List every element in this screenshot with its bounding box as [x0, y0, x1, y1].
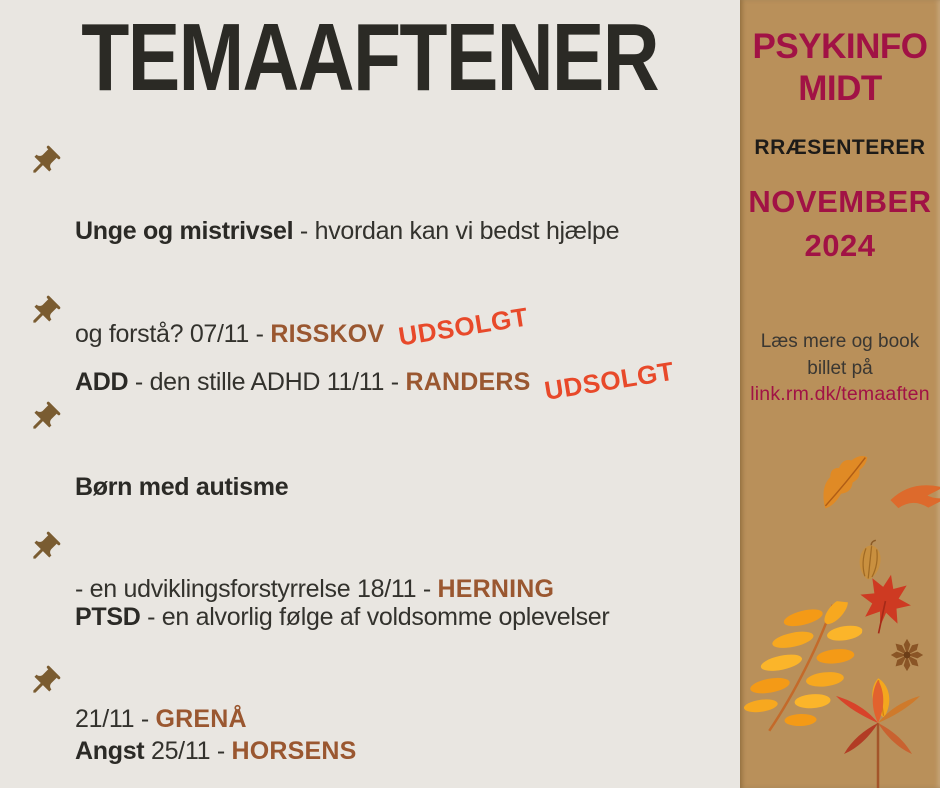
- event-name: PTSD: [75, 603, 141, 631]
- event-name: Børn med autisme: [75, 473, 289, 501]
- event-description: 25/11 -: [144, 737, 232, 765]
- event-description: - en udviklingsforstyrrelse 18/11 -: [75, 575, 438, 603]
- event-text: [75, 666, 357, 788]
- cta-line2: billet på: [807, 358, 873, 379]
- month-title: [740, 180, 940, 268]
- booking-link: link.rm.dk/temaaften: [750, 383, 930, 405]
- event-name: Angst: [75, 737, 145, 765]
- sidebar: [740, 0, 940, 788]
- month-line2: 2024: [804, 228, 876, 263]
- cta-line1: Læs mere og book: [760, 331, 920, 352]
- soldout-badge: UDSOLGT: [396, 301, 531, 352]
- event-description: - en alvorlig følge af voldsomme oplevelser: [140, 603, 610, 631]
- presents-label: RRÆSENTERER: [754, 136, 926, 159]
- event-city: HORSENS: [231, 737, 357, 765]
- event-description: 21/11 -: [75, 705, 156, 733]
- event-item-angst: [26, 666, 357, 788]
- org-title: [740, 26, 940, 110]
- event-name: Unge og mistrivsel: [75, 217, 294, 245]
- creeper-leaf-icon: [828, 678, 928, 788]
- event-city: RISSKOV: [270, 320, 385, 348]
- oak-leaf-icon: [805, 444, 884, 517]
- star-anise-icon: [888, 636, 926, 674]
- event-city: RANDERS: [405, 368, 531, 396]
- org-title-line2: MIDT: [798, 69, 882, 108]
- soldout-badge: UDSOLGT: [541, 355, 676, 406]
- event-description: og forstå? 07/11 -: [75, 320, 271, 348]
- event-name: ADD: [75, 368, 129, 396]
- event-description: - hvordan kan vi bedst hjælpe: [293, 217, 620, 245]
- torn-leaf-icon: [886, 472, 940, 524]
- event-city: GRENÅ: [155, 705, 247, 733]
- page-title-text: TEMAAFTENER: [81, 4, 659, 111]
- month-line1: NOVEMBER: [748, 184, 932, 219]
- org-title-line1: PSYKINFO: [752, 27, 928, 66]
- page-title: [0, 4, 740, 111]
- event-city: HERNING: [437, 575, 555, 603]
- pushpin-icon: [19, 137, 70, 188]
- cta-text: [740, 328, 940, 382]
- event-description: - den stille ADHD 11/11 -: [128, 368, 406, 396]
